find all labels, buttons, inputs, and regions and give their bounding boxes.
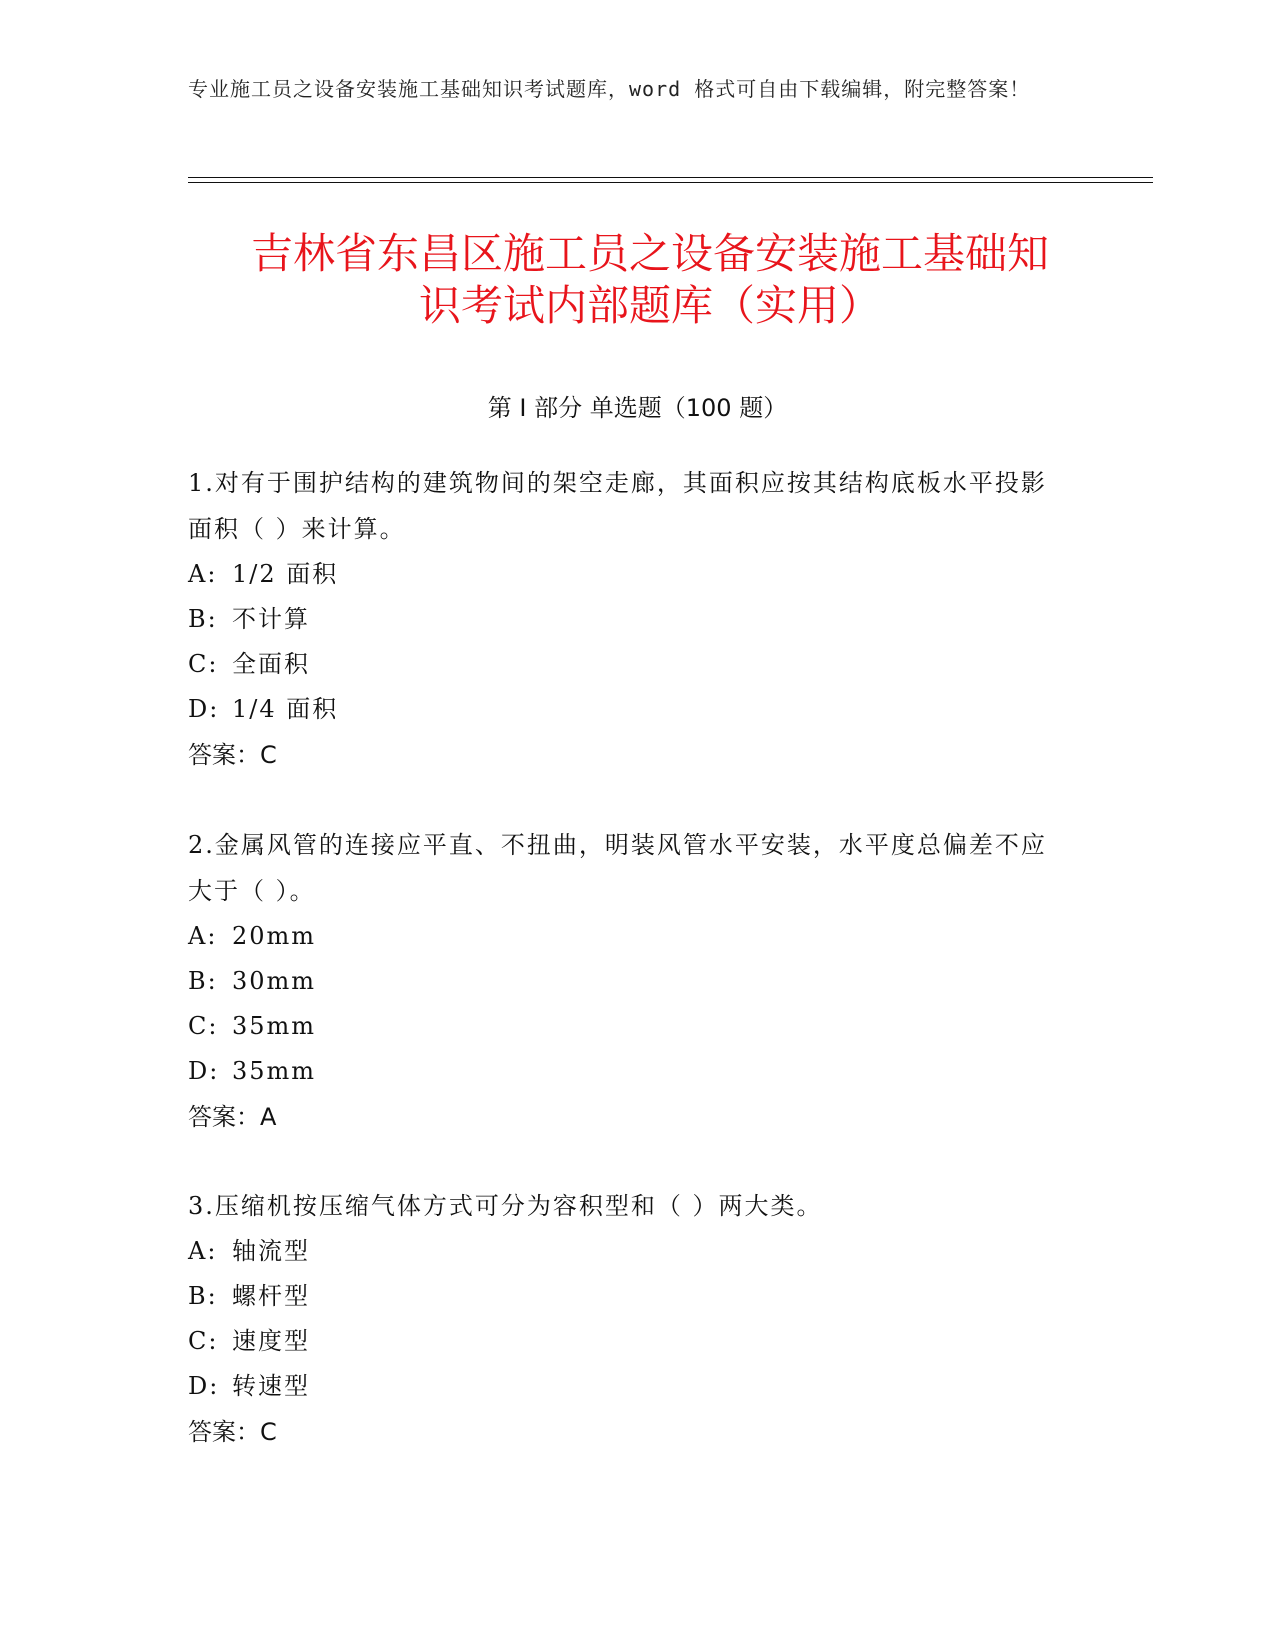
option-d	[188, 1364, 1068, 1409]
option-text: 不计算	[232, 605, 310, 633]
option-text: 全面积	[232, 650, 310, 678]
answer: 答案：A	[188, 1103, 277, 1131]
option-c	[188, 1319, 1068, 1364]
option-text: 35mm	[232, 1057, 317, 1085]
option-letter: A:	[188, 922, 218, 950]
option-text: 1/4 面积	[232, 695, 339, 723]
question-3	[188, 1183, 1068, 1455]
option-c	[188, 1004, 1068, 1049]
option-a	[188, 1229, 1068, 1274]
option-d	[188, 1049, 1068, 1094]
section-title: 第 I 部分 单选题（100 题）	[487, 394, 788, 422]
option-a	[188, 914, 1068, 959]
option-c	[188, 642, 1068, 687]
question-stem: 2.金属风管的连接应平直、不扭曲，明装风管水平安装，水平度总偏差不应大于（ ）。	[188, 831, 1047, 905]
option-text: 转速型	[232, 1372, 310, 1400]
document-title	[150, 228, 1150, 332]
header-rule-top	[188, 177, 1153, 178]
option-letter: D:	[188, 1057, 220, 1085]
option-text: 速度型	[232, 1327, 310, 1355]
option-letter: D:	[188, 1372, 220, 1400]
question-1	[188, 460, 1068, 778]
answer: 答案：C	[188, 741, 277, 769]
option-b	[188, 1274, 1068, 1319]
option-text: 20mm	[232, 922, 317, 950]
question-stem: 1.对有于围护结构的建筑物间的架空走廊，其面积应按其结构底板水平投影面积（ ）来计算。	[188, 469, 1047, 543]
option-letter: A:	[188, 560, 218, 588]
header-note: 专业施工员之设备安装施工基础知识考试题库，word 格式可自由下载编辑，附完整答案！	[188, 77, 1031, 101]
title-line-2: 识考试内部题库（实用）	[418, 281, 881, 330]
option-b	[188, 959, 1068, 1004]
option-letter: B:	[188, 1282, 218, 1310]
option-text: 1/2 面积	[232, 560, 339, 588]
answer: 答案：C	[188, 1418, 277, 1446]
option-text: 螺杆型	[232, 1282, 310, 1310]
option-letter: A:	[188, 1237, 218, 1265]
option-letter: B:	[188, 605, 218, 633]
option-text: 35mm	[232, 1012, 317, 1040]
option-letter: C:	[188, 1327, 219, 1355]
title-line-1: 吉林省东昌区施工员之设备安装施工基础知	[250, 229, 1049, 278]
option-text: 30mm	[232, 967, 317, 995]
option-letter: B:	[188, 967, 218, 995]
header-rule-bottom	[188, 182, 1153, 183]
question-2	[188, 822, 1068, 1140]
option-letter: C:	[188, 1012, 219, 1040]
option-a	[188, 552, 1068, 597]
option-letter: C:	[188, 650, 219, 678]
question-stem: 3.压缩机按压缩气体方式可分为容积型和（ ）两大类。	[188, 1192, 823, 1220]
option-letter: D:	[188, 695, 220, 723]
option-text: 轴流型	[232, 1237, 310, 1265]
option-b	[188, 597, 1068, 642]
option-d	[188, 687, 1068, 732]
